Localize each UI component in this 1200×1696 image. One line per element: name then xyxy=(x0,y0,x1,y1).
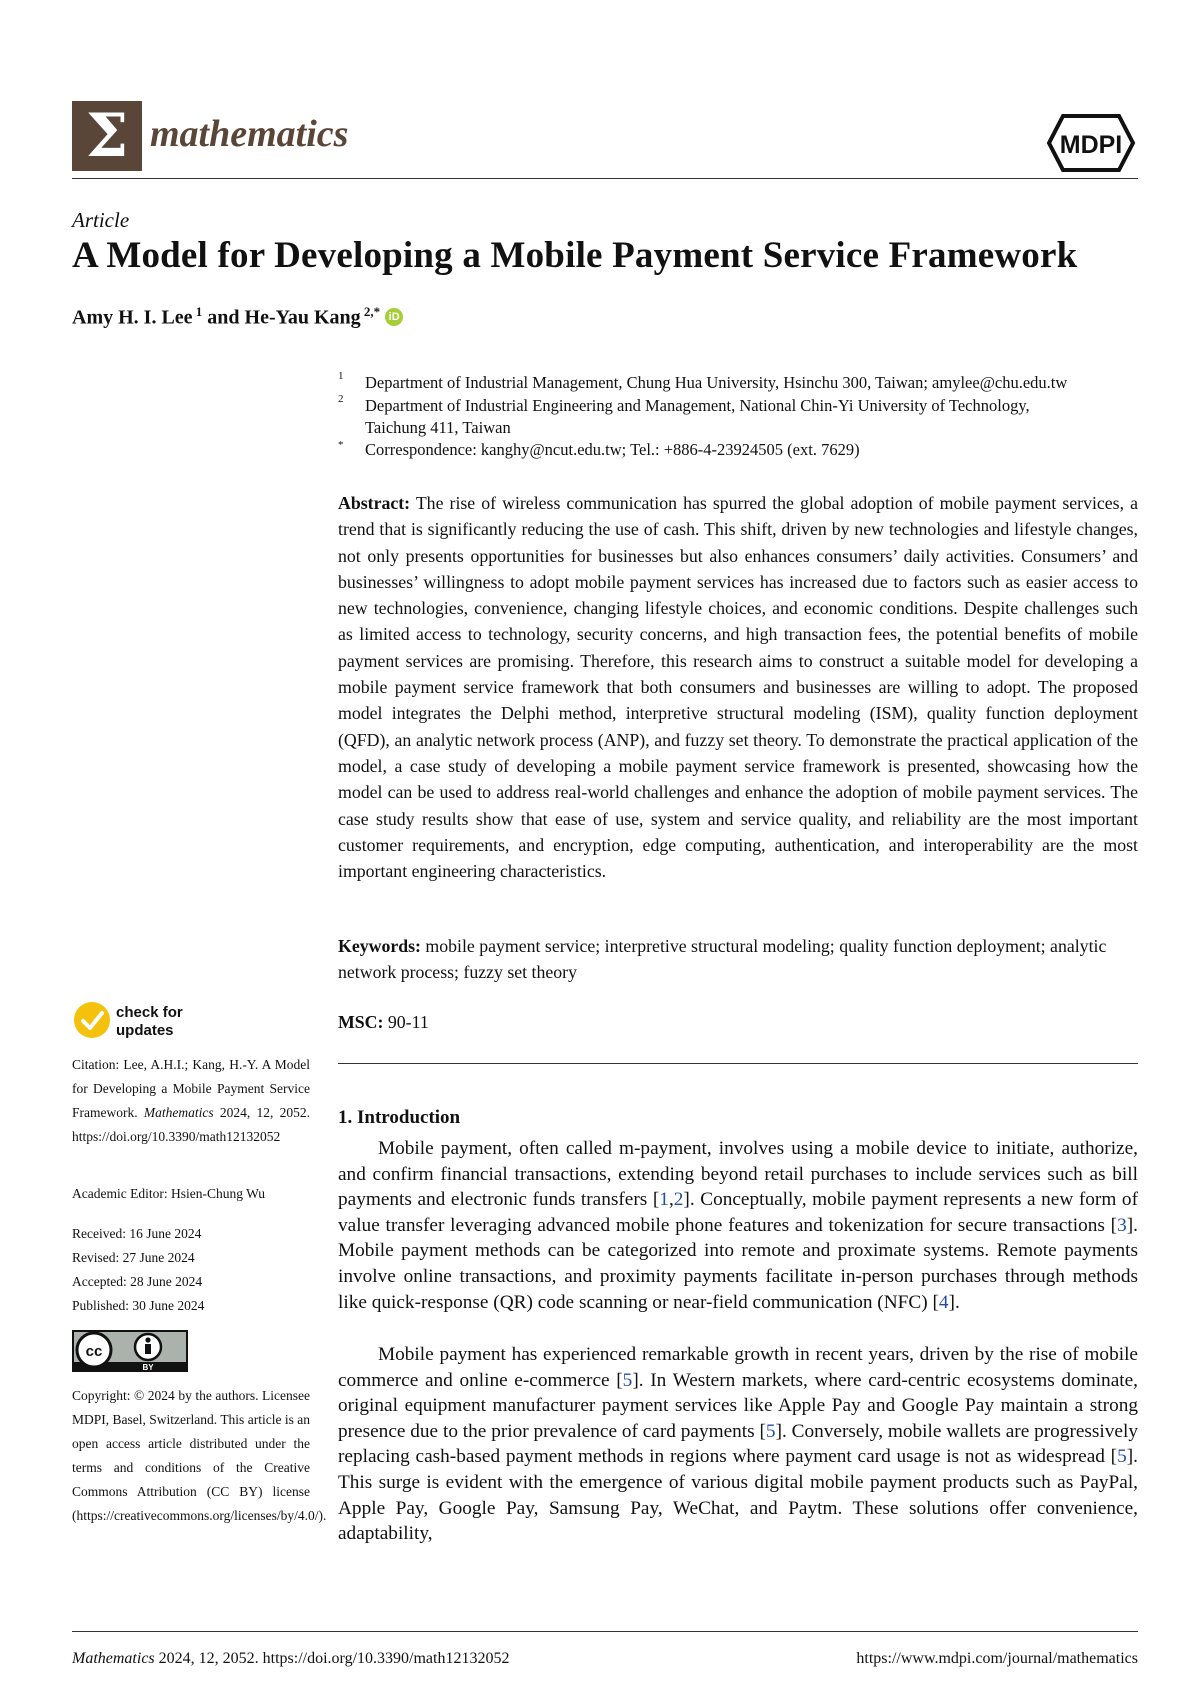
author-name[interactable]: Amy H. I. Lee xyxy=(72,306,193,329)
copyright-notice: Copyright: © 2024 by the authors. Licensee MDPI, Basel, Switzerland. This article is an open access article distributed under the terms and conditions of the Creative Commons Attribution (CC BY) license (https://creativecommons.org/licenses/by/4.0/). xyxy=(72,1388,327,1523)
abstract xyxy=(338,490,1138,884)
abstract-text: The rise of wireless communication has spurred the global adoption of mobile payment services, a trend that is significantly reducing the use of cash. This shift, driven by new technologies and lifestyle changes, not only presents opportunities for businesses but also enhances consumers’ daily activities. Consumers’ and businesses’ willingness to adopt mobile payment services has increased due to factors such as easier access to new technologies, convenience, changing lifestyle choices, and economic conditions. Despite challenges such as limited access to technology, security concerns, and high transaction fees, the potential benefits of mobile payment services are promising. Therefore, this research aims to construct a suitable model for developing a mobile payment service framework that both consumers and businesses are willing to adopt. The proposed model integrates the Delphi method, interpretive structural modeling (ISM), quality function deployment (QFD), an analytic network process (ANP), and fuzzy set theory. To demonstrate the practical application of the model, a case study of developing a mobile payment service framework is presented, showcasing how the model can be used to address real-world challenges and enhance the adoption of mobile payment services. The case study results show that ease of use, system and service quality, and reliability are the most important customer requirements, and encryption, edge computing, authentication, and interoperability are the most important engineering characteristics. xyxy=(338,493,1138,882)
msc-label: MSC: xyxy=(338,1012,384,1032)
affiliation-text: Department of Industrial Management, Chung Hua University, Hsinchu 300, Taiwan; amylee@chu.edu.tw xyxy=(365,373,1068,392)
orcid-icon[interactable]: iD xyxy=(385,308,403,326)
journal-name: mathematics xyxy=(150,113,349,155)
msc xyxy=(338,1012,429,1033)
affiliation-ref: 2,* xyxy=(363,304,381,319)
article-type: Article xyxy=(72,208,130,232)
academic-editor: Academic Editor: Hsien-Chung Wu xyxy=(72,1186,266,1201)
affiliation-text-continued: Taichung 411, Taiwan xyxy=(365,418,511,437)
footer-journal-url[interactable]: https://www.mdpi.com/journal/mathematics xyxy=(856,1650,1138,1667)
header-divider xyxy=(72,178,1138,179)
check-updates-line2: updates xyxy=(116,1022,174,1039)
section-heading: 1. Introduction xyxy=(338,1107,461,1128)
citation-block: Citation: Lee, A.H.I.; Kang, H.-Y. A Model for Developing a Mobile Payment Service Framework. Mathematics 2024, 12, 2052. https://doi.org/10.3390/math12132052 xyxy=(72,1057,311,1144)
author-connector: and xyxy=(202,306,245,329)
body-divider xyxy=(338,1063,1138,1064)
abstract-label: Abstract: xyxy=(338,493,411,513)
check-updates-line1: check for xyxy=(116,1004,183,1021)
keywords-text: mobile payment service; interpretive structural modeling; quality function deployment; analytic network process; fuzzy set theory xyxy=(338,936,1107,983)
keywords xyxy=(338,933,1138,986)
correspondence-text: Correspondence: kanghy@ncut.edu.tw; Tel.: +886-4-23924505 (ext. 7629) xyxy=(365,440,860,459)
citation-link[interactable]: 5 xyxy=(622,1369,633,1391)
author-list xyxy=(72,304,403,330)
footer-citation: Mathematics 2024, 12, 2052. https://doi.org/10.3390/math12132052 xyxy=(72,1650,510,1667)
intro-paragraph-1: Mobile payment, often called m-payment, involves using a mobile device to initiate, authorize, and confirm financial transactions, extending beyond retail purchases to include services such as bill payments and electronic funds transfers [1,2]. Conceptually, mobile payment represents a new form of value transfer leveraging advanced mobile phone features and tokenization for secure transactions [3]. Mobile payment methods can be categorized into remote and proximate systems. Remote payments involve online transactions, and proximity payments facilitate in-person purchases through methods like quick-response (QR) code scanning or near-field communication (NFC) [4]. xyxy=(338,1138,1138,1313)
date-accepted: Accepted: 28 June 2024 xyxy=(72,1274,203,1289)
citation-link[interactable]: 4 xyxy=(938,1291,949,1313)
date-revised: Revised: 27 June 2024 xyxy=(72,1250,195,1265)
citation-link[interactable]: 1 xyxy=(659,1189,669,1211)
svg-text:BY: BY xyxy=(142,1363,154,1372)
check-updates-icon xyxy=(74,1002,110,1038)
date-received: Received: 16 June 2024 xyxy=(72,1226,202,1241)
citation-link[interactable]: 5 xyxy=(765,1420,776,1442)
author-name[interactable]: He-Yau Kang xyxy=(244,306,361,329)
affiliation-text: Department of Industrial Engineering and Management, National Chin-Yi University of Technology, xyxy=(365,396,1030,415)
affiliation-mark: 1 xyxy=(338,370,344,382)
footer-divider xyxy=(72,1631,1138,1632)
intro-paragraph-2: Mobile payment has experienced remarkable growth in recent years, driven by the rise of mobile commerce and online e-commerce [5]. In Western markets, where card-centric ecosystems dominate, original equipment manufacturer payment services like Apple Pay and Google Pay maintain a strong presence due to the prior prevalence of card payments [5]. Conversely, mobile wallets are progressively replacing cash-based payment methods in regions where payment card usage is not as widespread [5]. This surge is evident with the emergence of various digital mobile payment products such as PayPal, Apple Pay, Google Pay, Samsung Pay, WeChat, and Paytm. These solutions offer convenience, adaptability, xyxy=(338,1344,1138,1545)
affiliation-mark: * xyxy=(338,439,344,451)
svg-text:cc: cc xyxy=(85,1343,103,1360)
journal-logo: Σ xyxy=(72,101,142,171)
citation-link[interactable]: 3 xyxy=(1117,1214,1127,1236)
keywords-label: Keywords: xyxy=(338,936,421,956)
affiliation-ref: 1 xyxy=(195,304,203,319)
citation-link[interactable]: 5 xyxy=(1117,1446,1127,1468)
date-published: Published: 30 June 2024 xyxy=(72,1298,205,1313)
check-for-updates-badge[interactable] xyxy=(72,1000,232,1040)
citation-link[interactable]: 2 xyxy=(673,1189,684,1211)
mdpi-logo-text: MDPI xyxy=(1059,131,1123,159)
affiliation-mark: 2 xyxy=(338,393,344,405)
mdpi-logo xyxy=(1045,112,1137,174)
paper-title: A Model for Developing a Mobile Payment Service Framework xyxy=(72,235,1078,276)
msc-text: 90-11 xyxy=(383,1012,429,1032)
cc-by-license-badge[interactable] xyxy=(72,1330,188,1372)
